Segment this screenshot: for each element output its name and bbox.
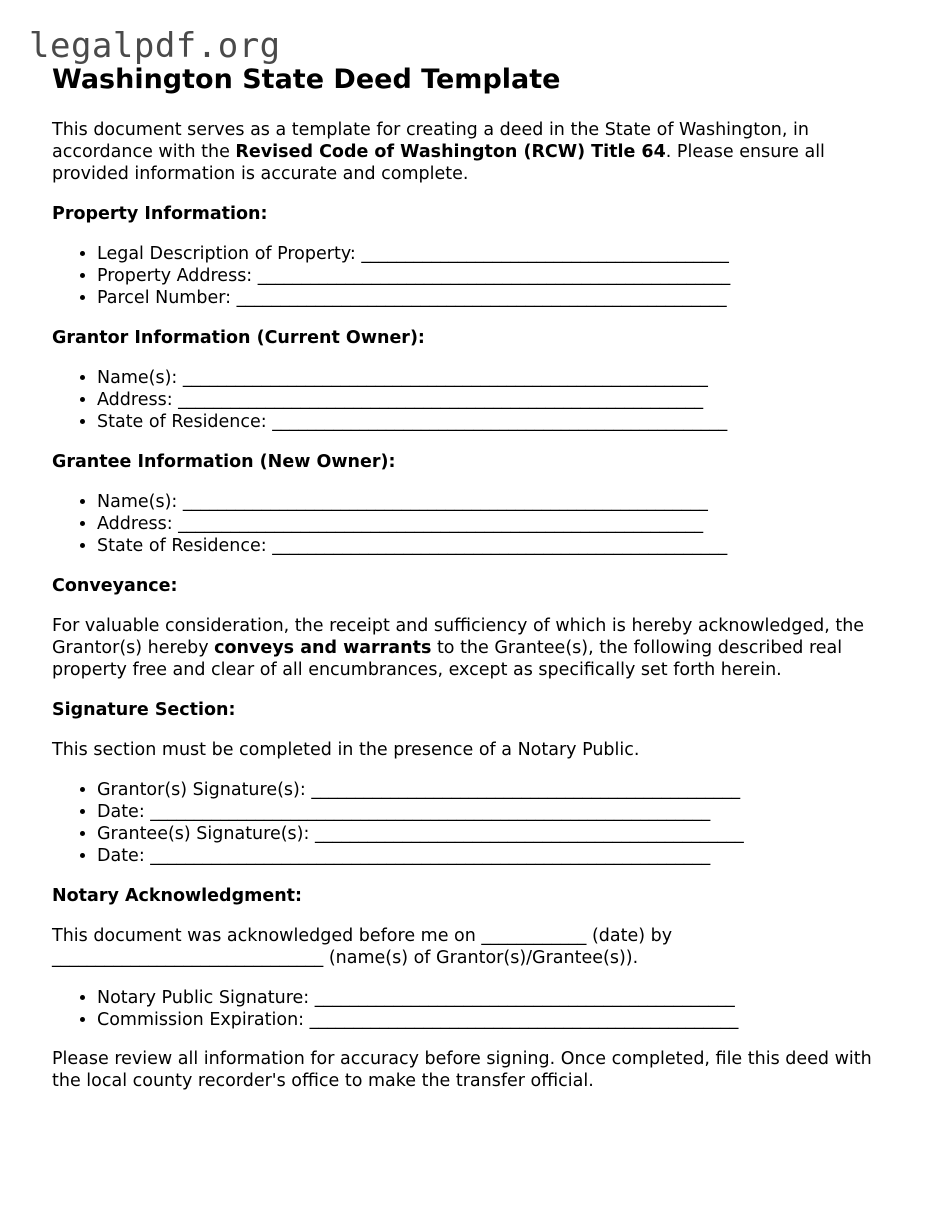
- signature-heading: Signature Section:: [52, 700, 236, 720]
- notary-paragraph: [52, 925, 892, 969]
- grantor-state-field: • State of Residence: ____________________________________________________: [97, 411, 892, 433]
- notary-line-2: _______________________________ (name(s) of Grantor(s)/Grantee(s)).: [52, 948, 639, 968]
- grantor-address-field: • Address: ____________________________________________________________: [97, 389, 892, 411]
- grantee-name-field: • Name(s): ____________________________________________________________: [97, 491, 892, 513]
- conveyance-heading: Conveyance:: [52, 576, 178, 596]
- intro-text: This document serves as a template for creating a deed in the State of Washington, in accordance with the: [52, 120, 809, 162]
- conveys-and-warrants: conveys and warrants: [214, 638, 432, 658]
- signature-note: This section must be completed in the presence of a Notary Public.: [52, 740, 640, 760]
- legal-description-field: • Legal Description of Property: __________________________________________: [97, 243, 892, 265]
- watermark: legalpdf.org: [29, 26, 281, 66]
- conveyance-text-end: to the Grantee(s), the following described real property free and clear of all encumbrances, except as specifically set forth herein.: [52, 638, 843, 680]
- notary-signature-field: • Notary Public Signature: ________________________________________________: [97, 987, 892, 1009]
- property-heading: Property Information:: [52, 204, 268, 224]
- conveyance-paragraph: [52, 615, 892, 681]
- notary-heading: Notary Acknowledgment:: [52, 886, 303, 906]
- closing-paragraph: Please review all information for accuracy before signing. Once completed, file this deed with the local county recorder's office to make the transfer official.: [52, 1049, 872, 1091]
- grantee-address-field: • Address: ____________________________________________________________: [97, 513, 892, 535]
- page-title: Washington State Deed Template: [52, 64, 561, 95]
- notary-line-1: This document was acknowledged before me on ____________ (date) by: [52, 926, 673, 946]
- grantee-heading: Grantee Information (New Owner):: [52, 452, 396, 472]
- document-page: [52, 62, 892, 1092]
- grantee-date-field: • Date: ________________________________________________________________: [97, 845, 892, 867]
- grantee-state-field: • State of Residence: ____________________________________________________: [97, 535, 892, 557]
- grantor-signature-field: • Grantor(s) Signature(s): _________________________________________________: [97, 779, 892, 801]
- intro-paragraph: [52, 119, 892, 185]
- signature-fields: [52, 779, 892, 867]
- property-fields: [52, 243, 892, 309]
- grantor-heading: Grantor Information (Current Owner):: [52, 328, 425, 348]
- commission-expiration-field: • Commission Expiration: _________________________________________________: [97, 1009, 892, 1031]
- grantor-date-field: • Date: ________________________________________________________________: [97, 801, 892, 823]
- intro-text-end: . Please ensure all provided information is accurate and complete.: [52, 142, 825, 184]
- grantee-fields: [52, 491, 892, 557]
- grantee-signature-field: • Grantee(s) Signature(s): _________________________________________________: [97, 823, 892, 845]
- grantor-fields: [52, 367, 892, 433]
- notary-fields: [52, 987, 892, 1031]
- property-address-field: • Property Address: ______________________________________________________: [97, 265, 892, 287]
- conveyance-text: For valuable consideration, the receipt and sufficiency of which is hereby acknowledged, the Grantor(s) hereby: [52, 616, 865, 658]
- grantor-name-field: • Name(s): ____________________________________________________________: [97, 367, 892, 389]
- parcel-number-field: • Parcel Number: ________________________________________________________: [97, 287, 892, 309]
- intro-rcw-reference: Revised Code of Washington (RCW) Title 64: [235, 142, 666, 162]
